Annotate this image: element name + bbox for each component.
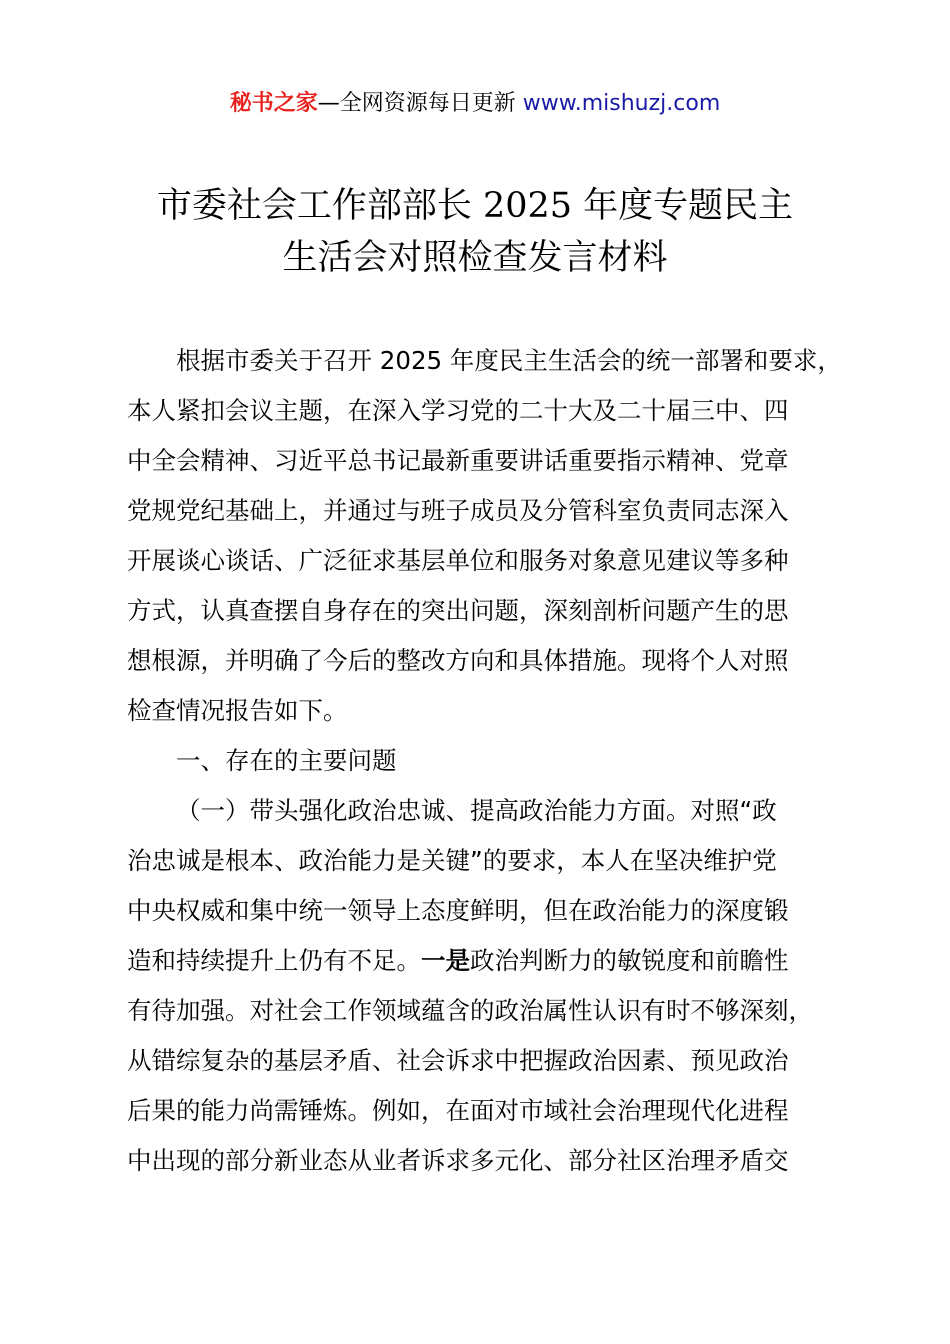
- paragraph-line: 想根源，并明确了今后的整改方向和具体措施。现将个人对照: [127, 646, 789, 675]
- section-heading: 一、存在的主要问题: [176, 746, 397, 775]
- paragraph-line: 治忠诚是根本、政治能力是关键”的要求，本人在坚决维护党: [127, 846, 777, 875]
- paragraph-line: 后果的能力尚需锤炼。例如，在面对市域社会治理现代化进程: [127, 1096, 789, 1125]
- document-title: [0, 180, 950, 284]
- paragraph-line: 根据市委关于召开 2025 年度民主生活会的统一部署和要求，: [176, 346, 842, 375]
- paragraph-line: 检查情况报告如下。: [127, 696, 348, 725]
- paragraph-line: 中央权威和集中统一领导上态度鲜明，但在政治能力的深度锻: [127, 896, 789, 925]
- paragraph-line: （一）带头强化政治忠诚、提高政治能力方面。对照“政: [176, 796, 777, 825]
- paragraph-line: 从错综复杂的基层矛盾、社会诉求中把握政治因素、预见政治: [127, 1046, 789, 1075]
- site-tagline: —全网资源每日更新: [317, 91, 523, 116]
- paragraph-line: 方式，认真查摆自身存在的突出问题，深刻剖析问题产生的思: [127, 596, 789, 625]
- paragraph-text: 政治判断力的敏锐度和前瞻性: [470, 946, 789, 975]
- paragraph-line-with-bold-lead: [127, 936, 867, 986]
- bold-lead: 一是: [421, 946, 470, 975]
- title-line-2: 生活会对照检查发言材料: [282, 238, 668, 278]
- paragraph-line: 本人紧扣会议主题，在深入学习党的二十大及二十届三中、四: [127, 396, 789, 425]
- paragraph-line: 有待加强。对社会工作领域蕴含的政治属性认识有时不够深刻，: [127, 996, 813, 1025]
- paragraph-line: 中出现的部分新业态从业者诉求多元化、部分社区治理矛盾交: [127, 1146, 789, 1175]
- title-line-1: 市委社会工作部部长 2025 年度专题民主: [156, 186, 794, 226]
- site-brand: 秘书之家: [229, 91, 318, 116]
- document-body: [127, 336, 867, 1186]
- site-header: [0, 88, 950, 120]
- paragraph-line: 中全会精神、习近平总书记最新重要讲话重要指示精神、党章: [127, 446, 789, 475]
- site-url-link[interactable]: www.mishuzj.com: [522, 91, 721, 116]
- paragraph-text: 造和持续提升上仍有不足。: [127, 946, 421, 975]
- paragraph-line: 开展谈心谈话、广泛征求基层单位和服务对象意见建议等多种: [127, 546, 789, 575]
- paragraph-line: 党规党纪基础上，并通过与班子成员及分管科室负责同志深入: [127, 496, 789, 525]
